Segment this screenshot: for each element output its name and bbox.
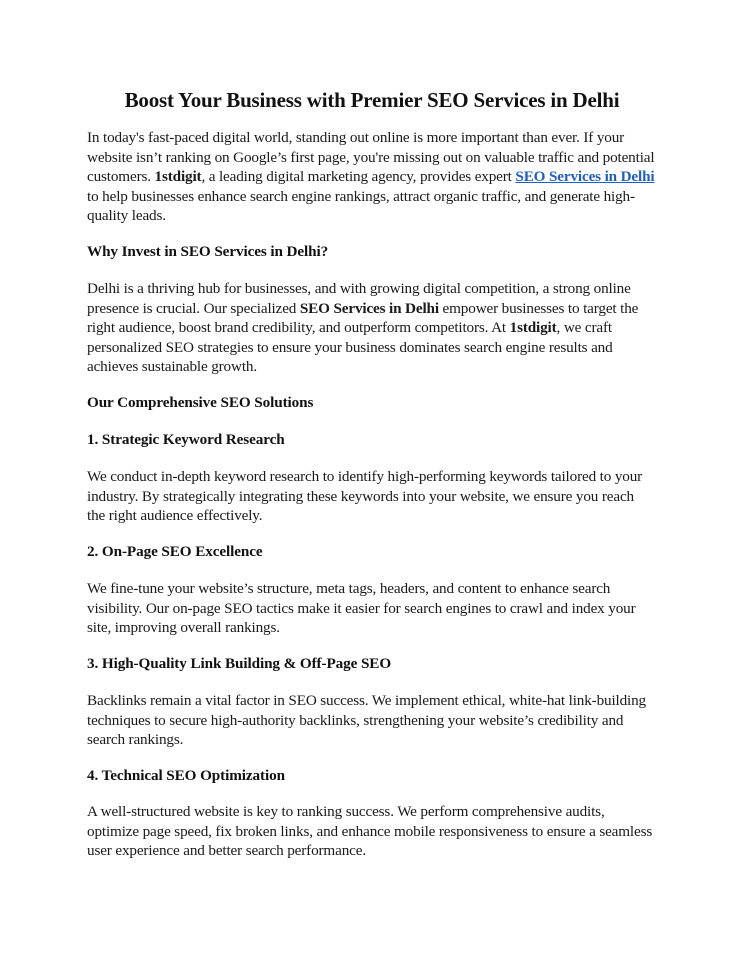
section-body: We fine-tune your website’s structure, meta tags, headers, and content to enhance search visibility. Our on-page SEO tactics make it easier for search engines to crawl and index your site, improving overall rankings.	[87, 580, 636, 637]
why-text-1: Delhi is a thriving hub for businesses, and with growing digital competition, a strong online presence is crucial. Our specialized	[87, 280, 631, 317]
intro-text-3: to help businesses enhance search engine rankings, attract organic traffic, and generate high-quality leads.	[87, 187, 635, 225]
why-bold-2: 1stdigit	[509, 319, 557, 337]
intro-paragraph	[87, 128, 655, 226]
section-heading: 2. On-Page SEO Excellence	[87, 543, 263, 560]
intro-brand: 1stdigit	[154, 168, 202, 186]
section-body: We conduct in-depth keyword research to identify high-performing keywords tailored to your industry. By strategically integrating these keywords into your website, we ensure you reach the right audience effectively.	[87, 468, 643, 525]
page-title: Boost Your Business with Premier SEO Services in Delhi	[124, 88, 620, 112]
why-text-3: , we craft personalized SEO strategies to ensure your business dominates search engine results and achieves sustainable growth.	[87, 319, 613, 376]
solutions-heading: Our Comprehensive SEO Solutions	[87, 394, 314, 411]
why-text-2: empower businesses to target the right audience, boost brand credibility, and outperform competitors. At	[87, 299, 639, 337]
section-heading: 3. High-Quality Link Building & Off-Page SEO	[87, 655, 392, 672]
section-heading: 4. Technical SEO Optimization	[87, 767, 285, 784]
section-body: Backlinks remain a vital factor in SEO success. We implement ethical, white-hat link-building techniques to secure high-authority backlinks, strengthening your website’s credibility and search rankings.	[87, 692, 646, 749]
intro-text-2: , a leading digital marketing agency, provides expert	[201, 168, 516, 186]
intro-text-1: In today's fast-paced digital world, standing out online is more important than ever. If your website isn’t ranking on Google’s first page, you're missing out on valuable traffic and potential customers.	[87, 129, 655, 186]
why-bold-1: SEO Services in Delhi	[299, 299, 439, 317]
why-invest-paragraph	[87, 279, 655, 377]
section-body: A well-structured website is key to ranking success. We perform comprehensive audits, optimize page speed, fix broken links, and enhance mobile responsiveness to ensure a seamless user experience and better search performance.	[87, 803, 653, 860]
why-invest-heading: Why Invest in SEO Services in Delhi?	[87, 243, 329, 260]
section-heading: 1. Strategic Keyword Research	[87, 431, 285, 448]
seo-services-delhi-link[interactable]: SEO Services in Delhi	[515, 168, 655, 186]
